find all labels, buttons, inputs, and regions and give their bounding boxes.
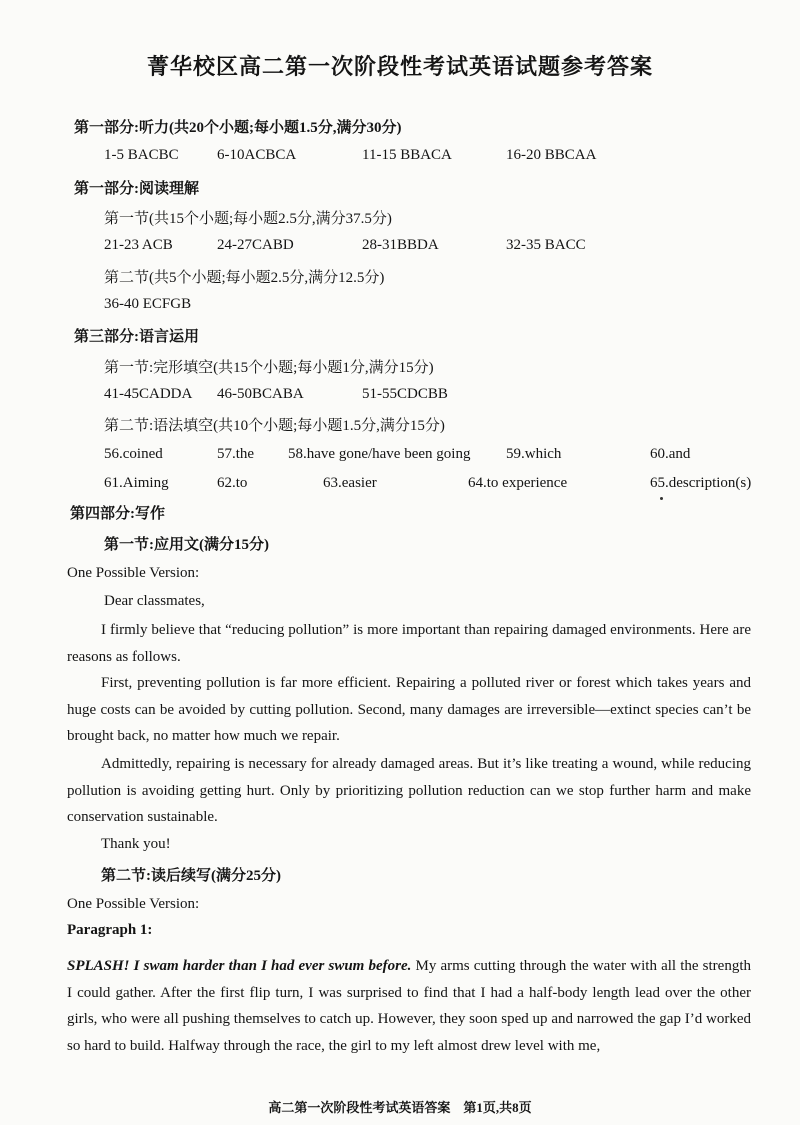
part4-heading: 第四部分:写作	[70, 506, 165, 522]
continuation-paragraph	[67, 953, 751, 1059]
answer-group: 32-35 BACC	[506, 237, 586, 253]
continuation-lead: SPLASH! I swam harder than I had ever swum before.	[67, 958, 412, 974]
continuation-body: My arms cutting through the water with all the strength I could gather. After the first flip turn, I was surprised to find that I had a half-body length lead over the other girls, who were all pushing themselves to catch up. However, they soon sped up and narrowed the gap I’d worked so hard to build. Halfway through the race, the girl to my left almost drew level with me,	[67, 958, 752, 1054]
grammar-answer: 62.to	[217, 475, 248, 491]
page-title: 菁华校区高二第一次阶段性考试英语试题参考答案	[146, 54, 653, 79]
answer-group: 1-5 BACBC	[104, 147, 179, 163]
part3-heading: 第三部分:语言运用	[74, 329, 199, 345]
grammar-answer: 63.easier	[323, 475, 377, 491]
grammar-answer: 61.Aiming	[104, 475, 169, 491]
essay-paragraph	[67, 617, 751, 670]
version-label: One Possible Version:	[67, 565, 200, 581]
version-label: One Possible Version:	[67, 896, 200, 912]
grammar-answer: 65.description(s)	[650, 475, 752, 491]
paragraph-label: Paragraph 1:	[67, 922, 153, 938]
scan-speck	[660, 497, 663, 500]
page-footer: 高二第一次阶段性考试英语答案 第1页,共8页	[268, 1100, 532, 1115]
part4-sec1-heading: 第一节:应用文(满分15分)	[104, 537, 269, 553]
salutation: Dear classmates,	[104, 593, 205, 609]
answer-group: 21-23 ACB	[104, 237, 173, 253]
essay-paragraph-text: Admittedly, repairing is necessary for already damaged areas. But it’s like treating a wound, while reducing pollution is avoiding getting hurt. Only by prioritizing pollution reduction can we stop further harm and make conservation sustainable.	[67, 756, 751, 825]
part2-sec2-heading: 第二节(共5个小题;每小题2.5分,满分12.5分)	[104, 270, 385, 286]
part3-sec2-heading: 第二节:语法填空(共10个小题;每小题1.5分,满分15分)	[104, 418, 445, 434]
part2-sec1-heading: 第一节(共15个小题;每小题2.5分,满分37.5分)	[104, 211, 392, 227]
part3-sec1-heading: 第一节:完形填空(共15个小题;每小题1分,满分15分)	[104, 360, 434, 376]
answer-group: 36-40 ECFGB	[104, 296, 192, 312]
grammar-answer: 64.to experience	[468, 475, 568, 491]
grammar-answer: 59.which	[506, 446, 562, 462]
answer-group: 46-50BCABA	[217, 386, 304, 402]
answer-group: 41-45CADDA	[104, 386, 193, 402]
grammar-answer: 60.and	[650, 446, 691, 462]
grammar-answer: 58.have gone/have been going	[288, 446, 471, 462]
answer-group: 6-10ACBCA	[217, 147, 297, 163]
essay-paragraph-text: First, preventing pollution is far more efficient. Repairing a polluted river or forest which takes years and huge costs can be avoided by cutting pollution. Second, many damages are irreversible—extinct species can’t be brought back, no matter how much we repair.	[67, 675, 751, 744]
answer-group: 51-55CDCBB	[362, 386, 448, 402]
answer-group: 11-15 BBACA	[362, 147, 452, 163]
essay-paragraph	[67, 751, 751, 831]
answer-group: 24-27CABD	[217, 237, 294, 253]
grammar-answer: 56.coined	[104, 446, 163, 462]
essay-paragraph	[67, 670, 751, 750]
part2-heading: 第一部分:阅读理解	[74, 181, 199, 197]
answer-group: 16-20 BBCAA	[506, 147, 597, 163]
essay-paragraph-text: I firmly believe that “reducing pollution” is more important than repairing damaged environments. Here are reasons as follows.	[67, 622, 751, 665]
part1-heading: 第一部分:听力(共20个小题;每小题1.5分,满分30分)	[74, 120, 402, 136]
part4-sec2-heading: 第二节:读后续写(满分25分)	[101, 868, 281, 884]
answer-group: 28-31BBDA	[362, 237, 439, 253]
grammar-answer: 57.the	[217, 446, 255, 462]
closing-line: Thank you!	[101, 836, 171, 852]
